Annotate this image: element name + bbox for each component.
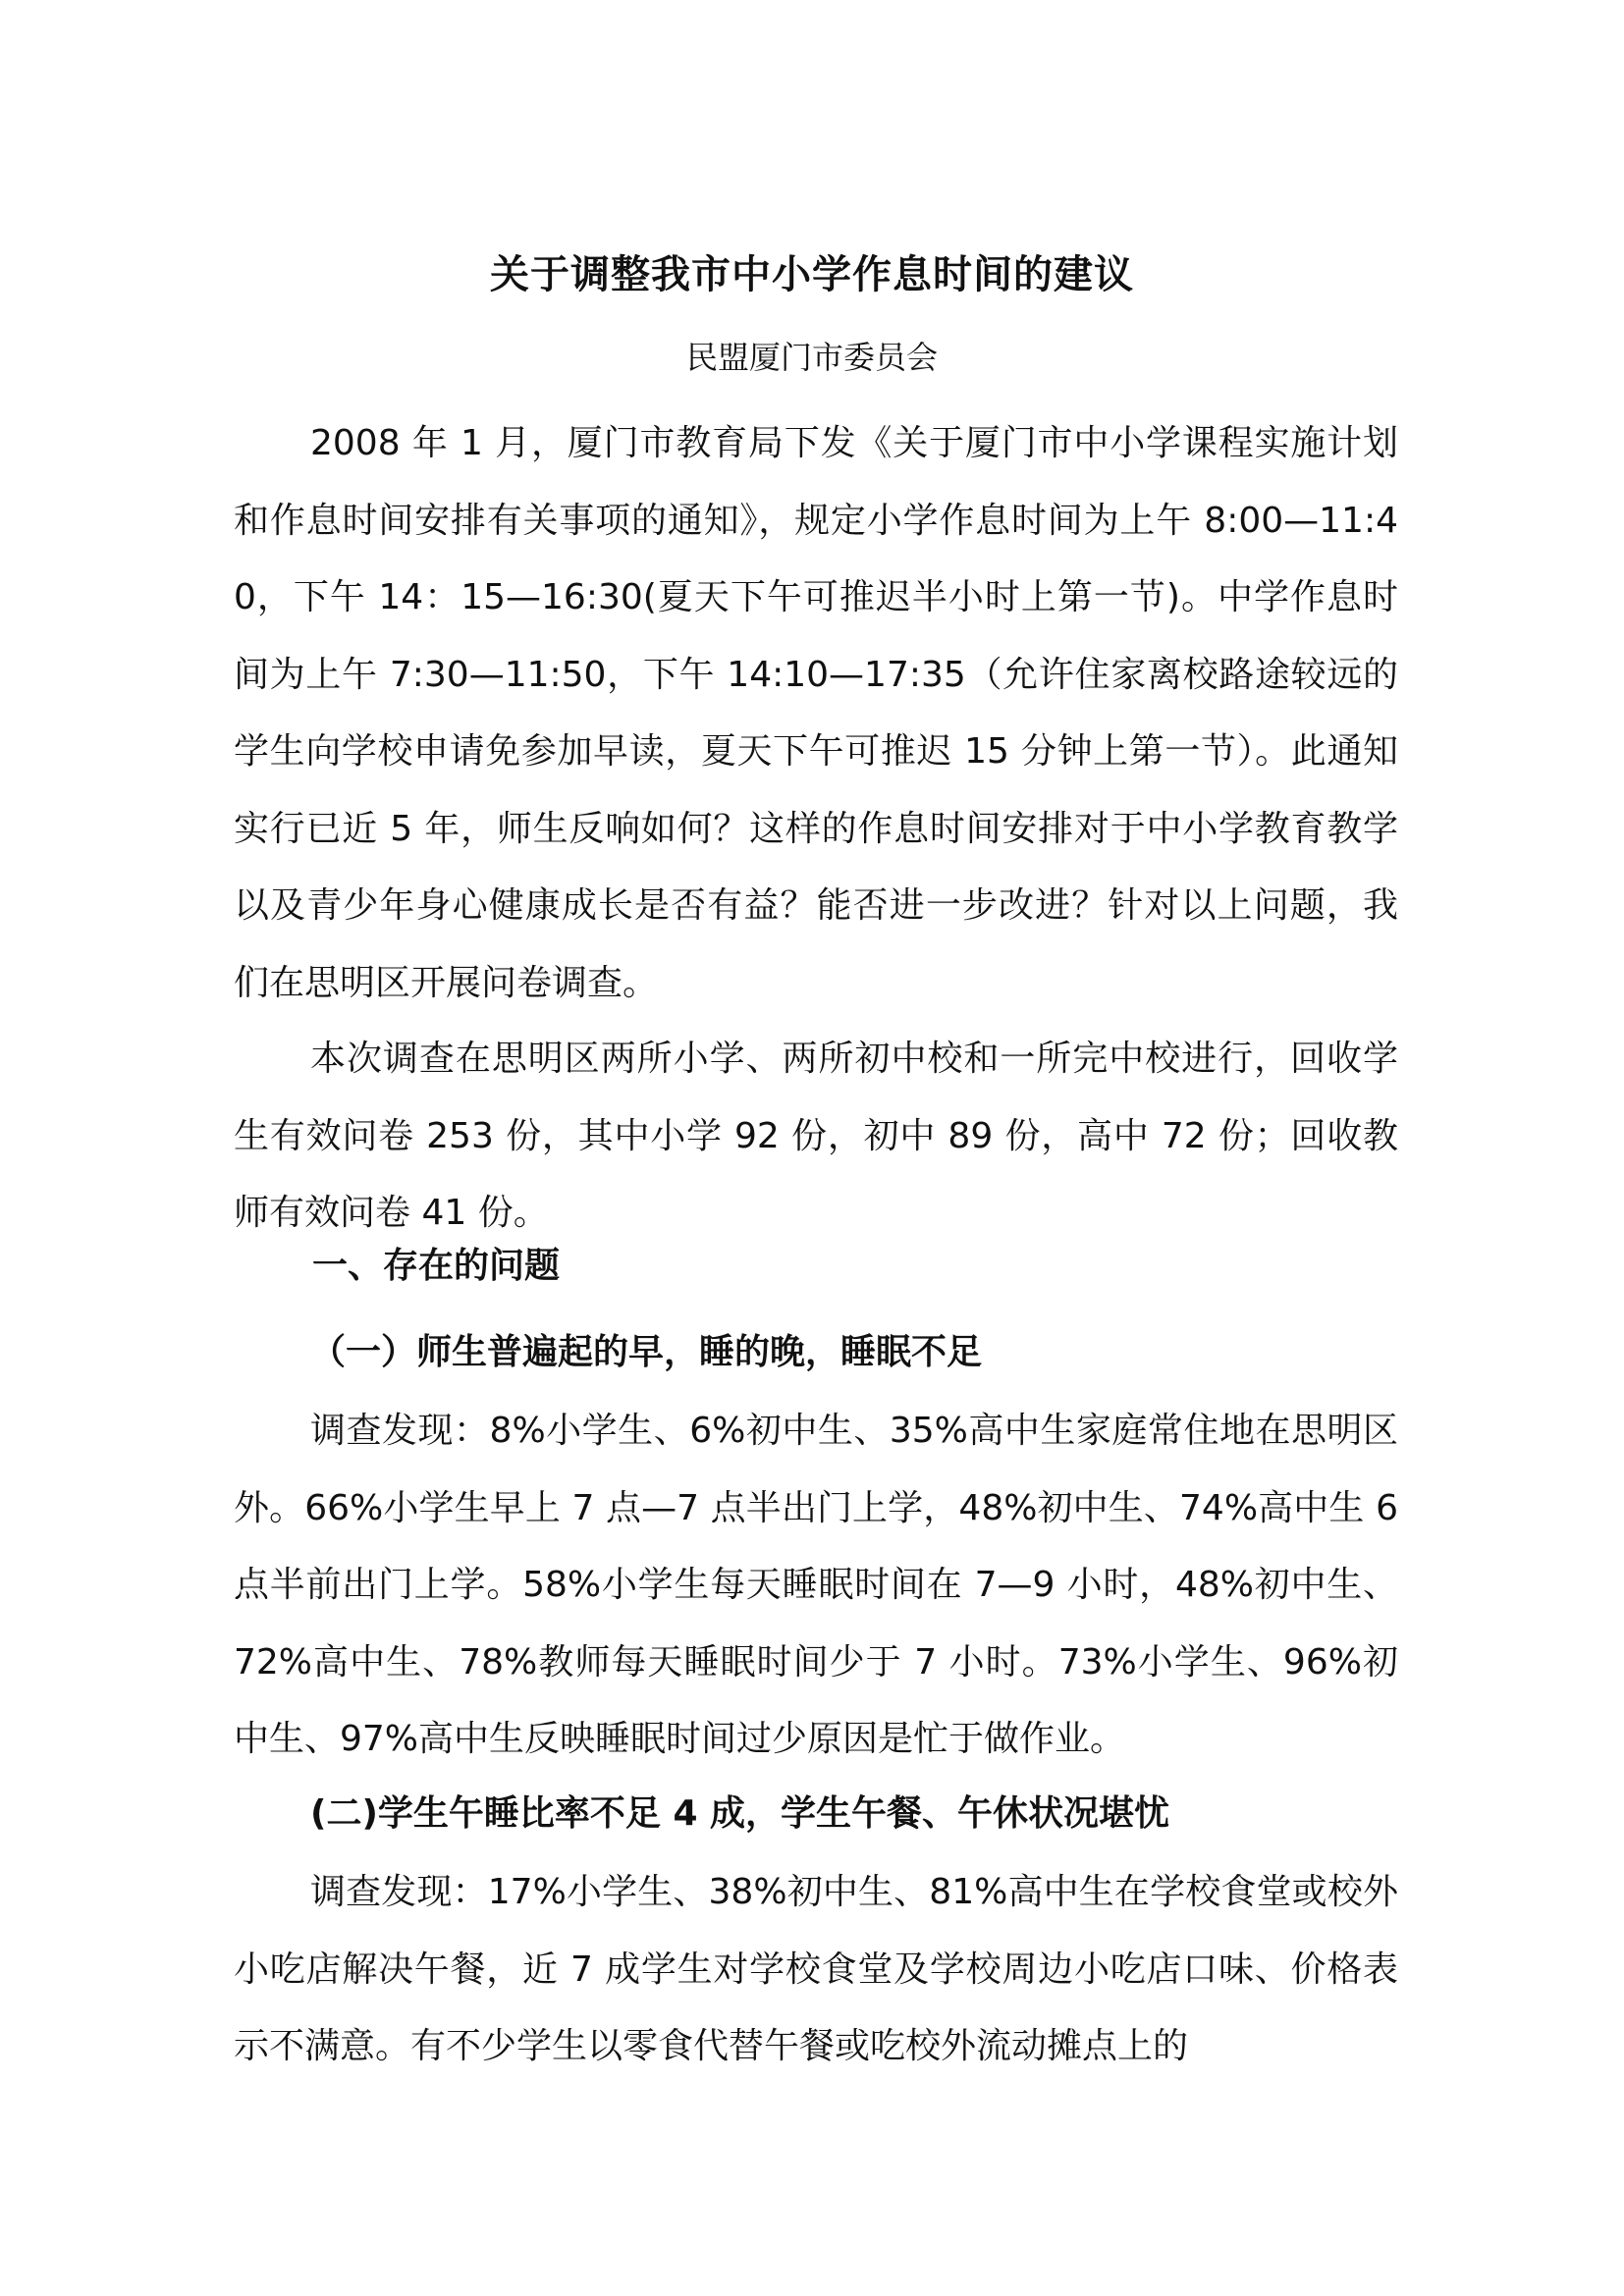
paragraph-survey: 本次调查在思明区两所小学、两所初中校和一所完中校进行，回收学生有效问卷 253 份，其中小学 92 份，初中 89 份，高中 72 份；回收教师有效问卷 41 份。 [234,1039,1398,1233]
paragraph-lunch-findings: 调查发现：17%小学生、38%初中生、81%高中生在学校食堂或校外小吃店解决午餐，近 7 成学生对学校食堂及学校周边小吃店口味、价格表示不满意。有不少学生以零食代替午餐或吃校外流动摊点上的 [234,1872,1398,2066]
subsection-heading-lunch: (二)学生午睡比率不足 4 成，学生午餐、午休状况堪忧 [310,1793,1170,1834]
document-title: 关于调整我市中小学作息时间的建议 [490,252,1134,297]
section-heading-problems: 一、存在的问题 [312,1246,561,1286]
document-author: 民盟厦门市委员会 [685,339,938,376]
paragraph-sleep-findings: 调查发现：8%小学生、6%初中生、35%高中生家庭常住地在思明区外。66%小学生早上 7 点—7 点半出门上学，48%初中生、74%高中生 6 点半前出门上学。58%小学生每天睡眠时间在 7—9 小时，48%初中生、72%高中生、78%教师每天睡眠时间少于 7 小时。73%小学生、96%初中生、97%高中生反映睡眠时间过少原因是忙于做作业。 [234,1411,1398,1759]
paragraph-intro: 2008 年 1 月，厦门市教育局下发《关于厦门市中小学课程实施计划和作息时间安排有关事项的通知》，规定小学作息时间为上午 8:00—11:40，下午 14：15—16:30(夏天下午可推迟半小时上第一节)。中学作息时间为上午 7:30—11:50，下午 14:10—17:35（允许住家离校路途较远的学生向学校申请免参加早读，夏天下午可推迟 15 分钟上第一节）。此通知实行已近 5 年，师生反响如何？这样的作息时间安排对于中小学教育教学以及青少年身心健康成长是否有益？能否进一步改进？针对以上问题，我们在思明区开展问卷调查。 [234,423,1398,1003]
subsection-heading-sleep: （一）师生普遍起的早，睡的晚，睡眠不足 [310,1332,983,1372]
